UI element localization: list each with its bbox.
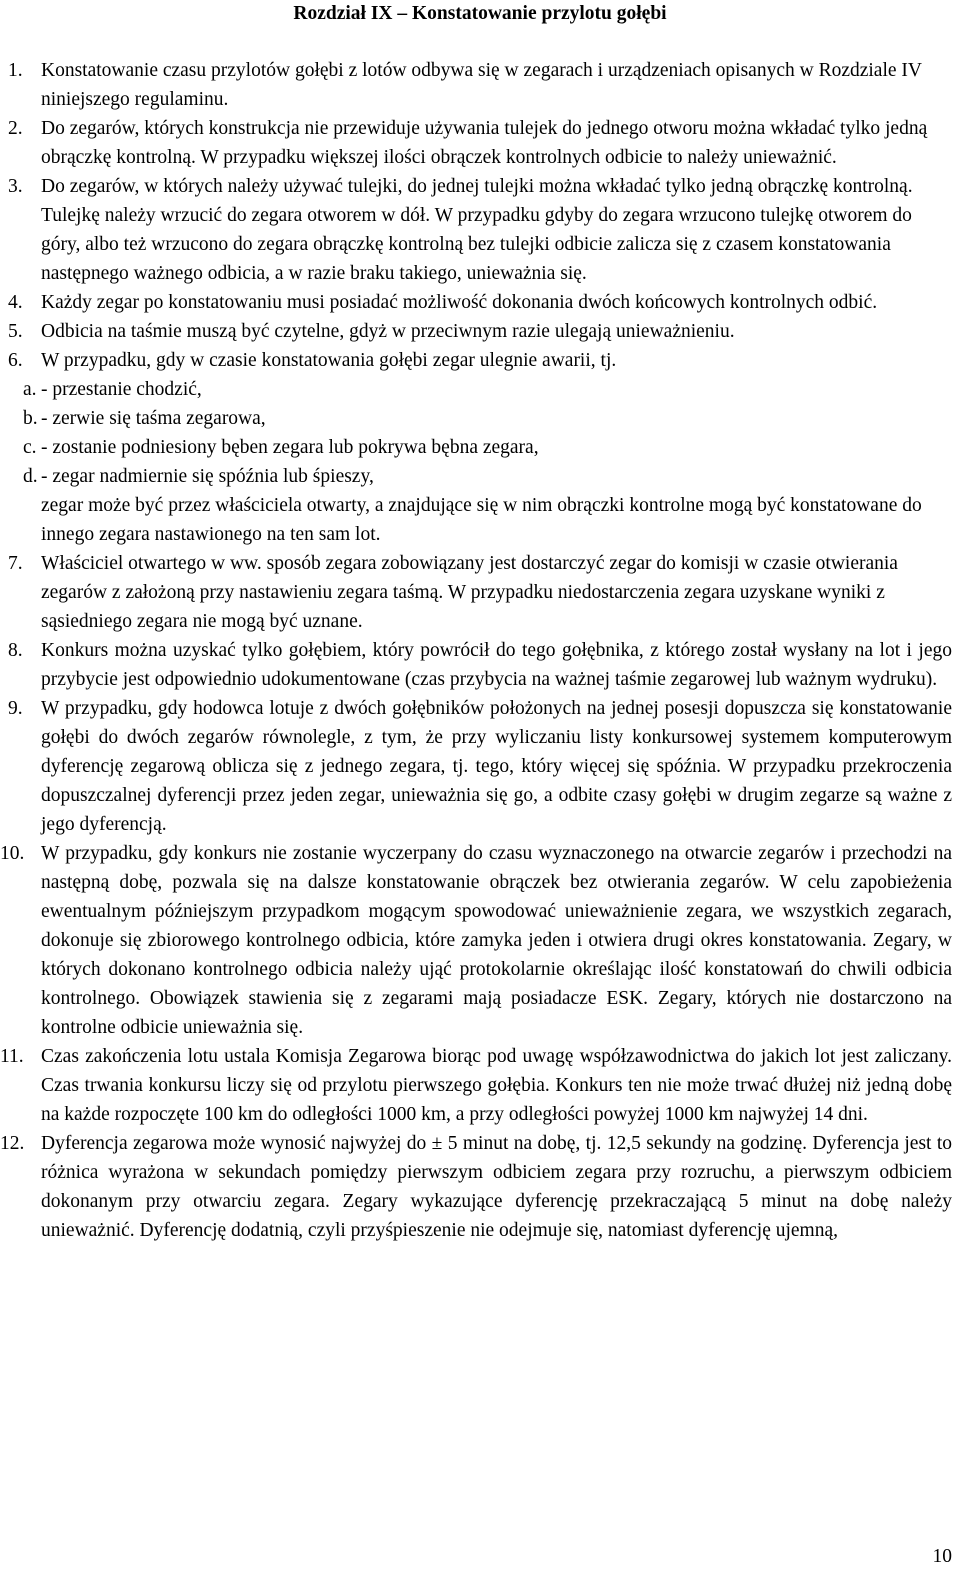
item-text: Do zegarów, których konstrukcja nie przewiduje używania tulejek do jednego otworu można wkładać tylko jedną obrączkę kontrolną. W przypadku większej ilości obrączek kontrolnych odbicie to należy unieważnić. xyxy=(41,117,928,168)
item-number: 11. xyxy=(0,1045,24,1067)
item-number: 2. xyxy=(8,117,23,139)
list-item-1 xyxy=(0,56,952,114)
list-item-5 xyxy=(0,317,952,346)
item-number: 10. xyxy=(0,842,25,864)
item-number: 6. xyxy=(8,349,23,371)
item-text: Właściciel otwartego w ww. sposób zegara zobowiązany jest dostarczyć zegar do komisji w czasie otwierania zegarów z założoną przy nastawieniu zegara taśmą. W przypadku niedostarczenia zegara uzyskane wyniki z sąsiedniego zegara nie mogą być uznane. xyxy=(41,552,898,632)
sub-item-letter: d. xyxy=(23,465,38,487)
list-item-9 xyxy=(0,694,952,839)
item-text: W przypadku, gdy hodowca lotuje z dwóch gołębników położonych na jednej posesji dopuszcza się konstatowanie gołębi do dwóch zegarów równolegle, z tym, że przy wyliczaniu listy konkursowej systemem komputerowym dyferencję zegarową oblicza się z jednego zegara, tj. tego, który więcej się spóźnia. W przypadku przekroczenia dopuszczalnej dyferencji przez jeden zegar, unieważnia się go, a odbite czasy gołębi w drugim zegarze są ważne z jego dyferencją. xyxy=(41,697,952,835)
item-number: 9. xyxy=(8,697,23,719)
item-number: 12. xyxy=(0,1132,25,1154)
item-number: 7. xyxy=(8,552,23,574)
item-text: Konkurs można uzyskać tylko gołębiem, który powrócił do tego gołębnika, z którego został wysłany na lot i jego przybycie jest odpowiednio udokumentowane (czas przybycia na ważnej taśmie zegarowej lub ważnym wydruku). xyxy=(41,639,952,690)
item-text: Konstatowanie czasu przylotów gołębi z lotów odbywa się w zegarach i urządzeniach opisanych w Rozdziale IV niniejszego regulaminu. xyxy=(41,59,922,110)
sub-item-letter: c. xyxy=(23,436,37,458)
list-item-6 xyxy=(0,346,952,375)
chapter-title: Rozdział IX – Konstatowanie przylotu gołębi xyxy=(293,3,667,24)
item-number: 5. xyxy=(8,320,23,342)
rules-list xyxy=(0,56,960,1245)
sub-item-a xyxy=(0,375,952,404)
item-text: Każdy zegar po konstatowaniu musi posiadać możliwość dokonania dwóch końcowych kontrolnych odbić. xyxy=(41,291,878,313)
sub-item-text: - przestanie chodzić, xyxy=(41,378,202,400)
sub-item-text: - zostanie podniesiony bęben zegara lub pokrywa bębna zegara, xyxy=(41,436,539,458)
sub-item-text: - zerwie się taśma zegarowa, xyxy=(41,407,266,429)
page-number: 10 xyxy=(932,1546,952,1567)
item-number: 1. xyxy=(8,59,23,81)
list-item-3 xyxy=(0,172,952,288)
list-item-2 xyxy=(0,114,952,172)
sub-item-b xyxy=(0,404,952,433)
item-text: Do zegarów, w których należy używać tulejki, do jednej tulejki można wkładać tylko jedną obrączkę kontrolną. Tulejkę należy wrzucić do zegara otworem w dół. W przypadku gdyby do zegara wrzucono tulejkę otworem do góry, albo też wrzucono do zegara obrączkę kontrolną bez tulejki odbicie zalicza się z czasem konstatowania następnego ważnego odbicia, a w razie braku takiego, unieważnia się. xyxy=(41,175,913,284)
item-text: W przypadku, gdy w czasie konstatowania gołębi zegar ulegnie awarii, tj. xyxy=(41,349,617,371)
sub-item-c xyxy=(0,433,952,462)
item-text: W przypadku, gdy konkurs nie zostanie wyczerpany do czasu wyznaczonego na otwarcie zegarów i przechodzi na następną dobę, pozwala się na dalsze konstatowanie obrączek bez otwierania zegarów. W celu zapobieżenia ewentualnym późniejszym przypadkom mogącym spowodować unieważnienie zegara, we wszystkich zegarach, dokonuje się zbiorowego kontrolnego odbicia, które zamyka jeden i otwiera drugi okres konstatowania. Zegary, w których dokonano kontrolnego odbicia należy ująć protokolarnie określając ilość konstatowań do chwili odbicia kontrolnego. Obowiązek stawienia się z zegarami mają posiadacze ESK. Zegary, których nie dostarczono na kontrolne odbicie unieważnia się. xyxy=(41,842,952,1038)
list-item-4 xyxy=(0,288,952,317)
list-item-8 xyxy=(0,636,952,694)
item-number: 4. xyxy=(8,291,23,313)
sub-item-letter: a. xyxy=(23,378,37,400)
item-number: 8. xyxy=(8,639,23,661)
item-text: Dyferencja zegarowa może wynosić najwyżej do ± 5 minut na dobę, tj. 12,5 sekundy na godzinę. Dyferencja jest to różnica wyrażona w sekundach pomiędzy pierwszym odbiciem zegara przy rozruchu, a pierwszym odbiciem dokonanym przy otwarciu zegara. Zegary wykazujące dyferencję przekraczającą 5 minut na dobę należy unieważnić. Dyferencję dodatnią, czyli przyśpieszenie nie odejmuje się, natomiast dyferencję ujemną, xyxy=(41,1132,952,1241)
item-text: Czas zakończenia lotu ustala Komisja Zegarowa biorąc pod uwagę współzawodnictwa do jakich lot jest zaliczany. Czas trwania konkursu liczy się od przylotu pierwszego gołębia. Konkurs ten nie może trwać dłużej niż jedną dobę na każde rozpoczęte 100 km do odległości 1000 km, a przy odległości powyżej 1000 km najwyżej 14 dni. xyxy=(41,1045,952,1125)
sub-item-letter: b. xyxy=(23,407,38,429)
item-number: 3. xyxy=(8,175,23,197)
list-item-7 xyxy=(0,549,952,636)
item-6-continuation: zegar może być przez właściciela otwarty, a znajdujące się w nim obrączki kontrolne mogą być konstatowane do innego zegara nastawionego na ten sam lot. xyxy=(41,494,922,545)
list-item-11 xyxy=(0,1042,952,1129)
list-item-10 xyxy=(0,839,952,1042)
sub-item-text: - zegar nadmiernie się spóźnia lub śpieszy, xyxy=(41,465,374,487)
item-text: Odbicia na taśmie muszą być czytelne, gdyż w przeciwnym razie ulegają unieważnieniu. xyxy=(41,320,735,342)
sub-item-d xyxy=(0,462,952,491)
list-item-12 xyxy=(0,1129,952,1245)
